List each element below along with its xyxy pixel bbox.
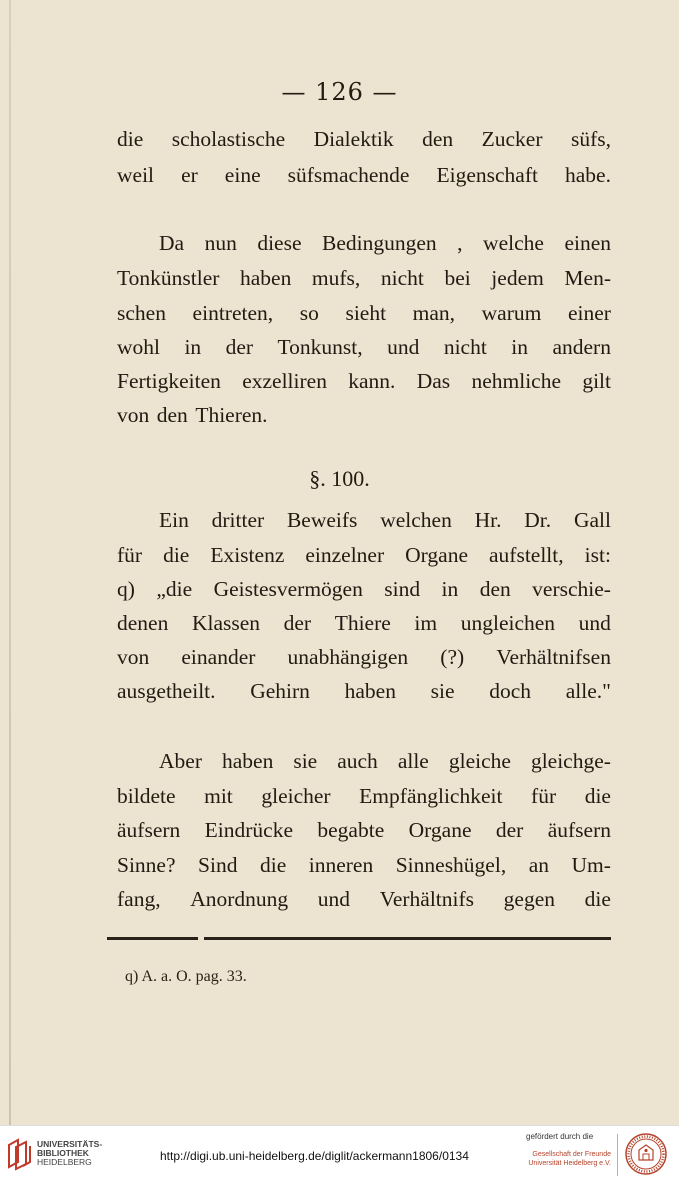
word: in xyxy=(441,577,459,601)
word: Thiere xyxy=(334,611,391,635)
word: sieht xyxy=(345,301,387,325)
permalink-url[interactable]: http://digi.ub.uni-heidelberg.de/diglit/ackermann1806/0134 xyxy=(160,1149,469,1163)
word: Gehirn xyxy=(250,679,310,703)
word: diese xyxy=(257,231,302,255)
word: Fertigkeiten xyxy=(117,369,221,393)
library-name[interactable] xyxy=(37,1140,102,1167)
word: Sinneshügel, xyxy=(395,853,507,877)
text-line xyxy=(117,645,611,670)
word: wohl xyxy=(117,335,160,359)
text-line xyxy=(117,127,611,152)
section-heading: §. 100. xyxy=(309,466,370,491)
viewer-footer xyxy=(0,1125,679,1182)
word: Thieren. xyxy=(195,403,268,427)
word: ist: xyxy=(584,543,611,567)
word: einer xyxy=(567,301,611,325)
footnote-rule-gap xyxy=(198,936,204,941)
word: Tonkünstler xyxy=(117,266,220,290)
text-line xyxy=(117,611,611,636)
word: Dr. xyxy=(524,508,552,532)
word: nicht xyxy=(443,335,487,359)
word: ungleichen xyxy=(460,611,556,635)
word: habe. xyxy=(565,163,611,187)
word: Beweifs xyxy=(286,508,358,532)
word: Bedingungen xyxy=(322,231,437,255)
word: gegen xyxy=(503,887,556,911)
word: Organe xyxy=(408,818,472,842)
word: mufs, xyxy=(311,266,361,290)
word: gleiche xyxy=(448,749,511,773)
word: „die xyxy=(156,577,193,601)
word: eintreten, xyxy=(192,301,274,325)
word: mit xyxy=(204,784,233,808)
word: der xyxy=(225,335,254,359)
word: den xyxy=(156,403,188,427)
word: man, xyxy=(412,301,456,325)
word: auch xyxy=(337,749,378,773)
word: weil xyxy=(117,163,155,187)
word: Gall xyxy=(573,508,611,532)
word: alle." xyxy=(565,679,611,703)
word: er xyxy=(181,163,198,187)
word: süfsmachende xyxy=(287,163,410,187)
word: bildete xyxy=(117,784,176,808)
word: Empfänglichkeit xyxy=(359,784,503,808)
word: fang, xyxy=(117,887,161,911)
footnote: q) A. a. O. pag. 33. xyxy=(125,968,247,985)
word: welche xyxy=(483,231,544,255)
word: Geistesvermögen xyxy=(213,577,363,601)
word: unabhängigen xyxy=(287,645,409,669)
word: den xyxy=(479,577,511,601)
word: der xyxy=(495,818,524,842)
text-line xyxy=(117,231,611,256)
footer-divider xyxy=(617,1134,618,1176)
text-line xyxy=(117,266,611,291)
word: inneren xyxy=(308,853,374,877)
word: Um- xyxy=(571,853,611,877)
word: Hr. xyxy=(474,508,502,532)
word: bei xyxy=(444,266,471,290)
word: (?) xyxy=(440,645,465,669)
word: welchen xyxy=(380,508,452,532)
text-line xyxy=(117,301,611,326)
word: den xyxy=(422,127,454,151)
word: süfs, xyxy=(570,127,611,151)
word: nehmliche xyxy=(471,369,562,393)
word: andern xyxy=(552,335,611,359)
word: für xyxy=(117,543,143,567)
word: von xyxy=(117,645,150,669)
word: Verhältnifsen xyxy=(496,645,611,669)
word: Organe xyxy=(405,543,469,567)
word: gilt xyxy=(582,369,611,393)
word: einen xyxy=(564,231,611,255)
word: und xyxy=(387,335,420,359)
word: einzelner xyxy=(305,543,385,567)
word: sie xyxy=(430,679,455,703)
word: begabte xyxy=(317,818,385,842)
library-name-line1: UNIVERSITÄTS- xyxy=(37,1139,103,1149)
society-line1: Gesellschaft der Freunde xyxy=(532,1151,611,1158)
word: Dialektik xyxy=(313,127,394,151)
word: äufsern xyxy=(547,818,611,842)
word: doch xyxy=(489,679,532,703)
word: Tonkunst, xyxy=(277,335,363,359)
word: und xyxy=(317,887,351,911)
word: von xyxy=(117,403,150,427)
word: gleichge- xyxy=(530,749,611,773)
word: sind xyxy=(384,577,421,601)
word: kann. xyxy=(348,369,396,393)
word: an xyxy=(528,853,549,877)
word: haben xyxy=(221,749,274,773)
text-line xyxy=(117,818,611,843)
text-line xyxy=(117,784,611,809)
text-line xyxy=(117,163,611,188)
ub-heidelberg-logo-icon[interactable] xyxy=(6,1137,32,1171)
word: Men- xyxy=(564,266,611,290)
word: so xyxy=(299,301,319,325)
word: q) xyxy=(117,577,135,601)
page-number: — 126 — xyxy=(281,78,398,106)
word: ausgetheilt. xyxy=(117,679,216,703)
word: nun xyxy=(204,231,237,255)
university-seal-icon[interactable] xyxy=(624,1132,668,1176)
funded-by-label: gefördert durch die xyxy=(526,1132,594,1141)
word: Klassen xyxy=(191,611,261,635)
library-name-line3: HEIDELBERG xyxy=(37,1157,92,1167)
word: die xyxy=(117,127,144,151)
word: der xyxy=(283,611,312,635)
word: in xyxy=(184,335,202,359)
word: Sind xyxy=(198,853,238,877)
word: scholastische xyxy=(171,127,286,151)
society-line2: Universität Heidelberg e.V. xyxy=(528,1160,611,1167)
word: gleicher xyxy=(261,784,331,808)
word: äufsern xyxy=(117,818,181,842)
word: Da xyxy=(159,231,185,255)
word: warum xyxy=(481,301,542,325)
text-line xyxy=(117,369,611,394)
word: Existenz xyxy=(210,543,285,567)
word: Eindrücke xyxy=(204,818,294,842)
word: und xyxy=(578,611,611,635)
word: jedem xyxy=(491,266,544,290)
word: einander xyxy=(181,645,256,669)
word: die xyxy=(584,784,611,808)
text-line xyxy=(117,335,611,360)
text-line xyxy=(117,543,611,568)
text-line xyxy=(117,853,611,878)
text-line xyxy=(117,679,611,704)
word: Eigenschaft xyxy=(436,163,538,187)
word: haben xyxy=(344,679,396,703)
word: die xyxy=(584,887,611,911)
word: für xyxy=(531,784,557,808)
text-line xyxy=(117,887,611,912)
word: denen xyxy=(117,611,169,635)
word: Verhältnifs xyxy=(379,887,475,911)
word: Anordnung xyxy=(190,887,289,911)
word: dritter xyxy=(211,508,265,532)
word: Aber xyxy=(159,749,202,773)
word: exzelliren xyxy=(242,369,327,393)
footnote-rule xyxy=(107,937,611,940)
word: die xyxy=(163,543,190,567)
library-name-line2: BIBLIOTHEK xyxy=(37,1148,89,1158)
word: Das xyxy=(416,369,451,393)
word: die xyxy=(259,853,287,877)
word: alle xyxy=(397,749,429,773)
word: nicht xyxy=(380,266,424,290)
word: Sinne? xyxy=(117,853,176,877)
word: Zucker xyxy=(481,127,543,151)
society-name[interactable] xyxy=(527,1150,611,1168)
word: eine xyxy=(224,163,261,187)
text-line xyxy=(117,508,611,533)
page-edge xyxy=(9,0,11,1125)
word: in xyxy=(511,335,528,359)
word: aufstellt, xyxy=(489,543,564,567)
word: schen xyxy=(117,301,166,325)
text-line xyxy=(117,577,611,602)
word: verschie- xyxy=(532,577,611,601)
word: im xyxy=(414,611,438,635)
word: haben xyxy=(239,266,292,290)
word: sie xyxy=(293,749,318,773)
text-line xyxy=(117,749,611,774)
text-line xyxy=(117,403,611,428)
word: Ein xyxy=(159,508,189,532)
word: , xyxy=(457,231,463,255)
